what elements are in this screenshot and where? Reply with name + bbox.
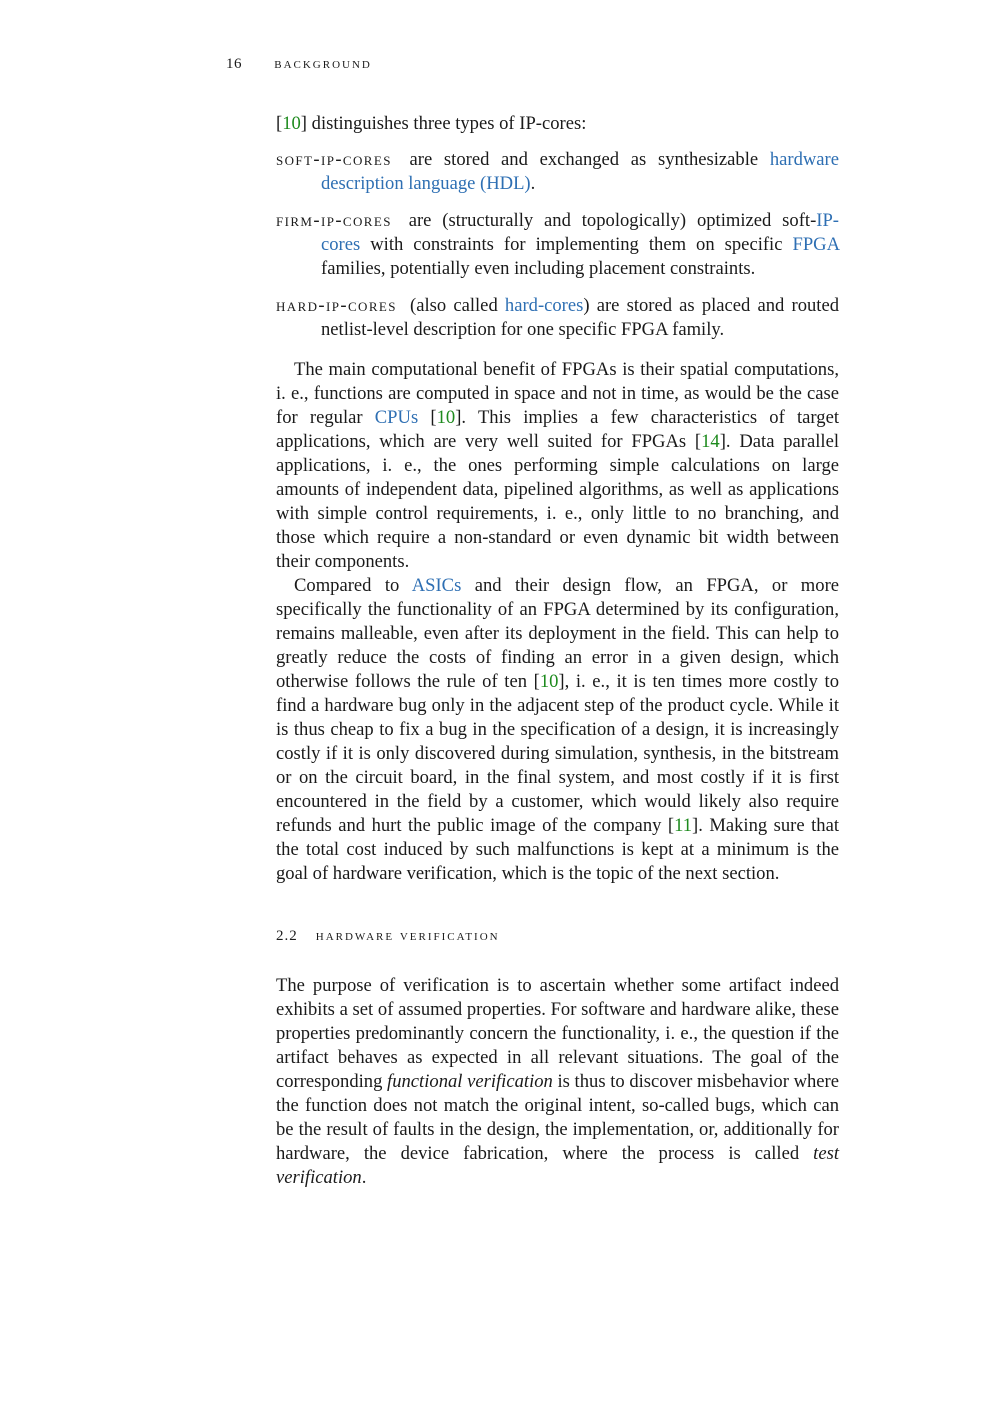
paragraph-text: ]. This implies a few characteristics of target applications, which are very well suited for FPGAs [ bbox=[276, 407, 839, 452]
link-asics[interactable]: ASICs bbox=[411, 575, 462, 596]
paragraph-text: ]. Data parallel applications, i. e., the ones performing simple calculations on large amounts of independent data, pipelined algorithms, as well as applications with simple control requirements, i. e., only little to no branching, and those which require a non-standard or even dynamic bit width between their components. bbox=[276, 431, 839, 572]
emphasis-functional-verification: functional verification bbox=[387, 1071, 553, 1092]
paragraph-text: . bbox=[361, 1167, 367, 1188]
citation-10[interactable]: 10 bbox=[539, 671, 559, 692]
link-hdl[interactable]: hardware description language (HDL) bbox=[321, 149, 839, 194]
definition-hard-ip-cores bbox=[276, 294, 839, 342]
definition-text: (also called bbox=[402, 295, 505, 316]
paragraph-text: ], i. e., it is ten times more costly to find a hardware bug only in the adjacent step of the product cycle. While it is thus cheap to fix a bug in the specification of a design, it is increasingly costly if it is only discovered during simulation, synthesis, in the bitstream or on the circuit board, in the final system, and most costly if it is first encountered in the field by a customer, which would likely also require refunds and hurt the public image of the company [ bbox=[276, 671, 839, 836]
definition-text: are (structurally and topologically) optimized soft- bbox=[397, 210, 817, 231]
term-soft-ip-cores: soft-ip-cores bbox=[276, 149, 392, 170]
citation-14[interactable]: 14 bbox=[701, 431, 720, 452]
paragraph-text: The purpose of verification is to ascertain whether some artifact indeed exhibits a set of assumed properties. For software and hardware alike, these properties predominantly concern the functionality, i. e., the question if the artifact behaves as expected in all relevant situations. The goal of the corresponding bbox=[276, 975, 839, 1092]
intro-paragraph bbox=[276, 112, 839, 136]
paragraph-text: Compared to bbox=[294, 575, 412, 596]
term-firm-ip-cores: firm-ip-cores bbox=[276, 210, 392, 231]
paragraph-verification-purpose bbox=[276, 974, 839, 1190]
definition-text: families, potentially even including placement constraints. bbox=[321, 258, 756, 279]
chapter-title: background bbox=[274, 56, 372, 72]
link-ip-cores[interactable]: IP-cores bbox=[321, 210, 839, 255]
term-hard-ip-cores: hard-ip-cores bbox=[276, 295, 397, 316]
definition-text: with constraints for implementing them on specific bbox=[360, 234, 793, 255]
paragraph-text: and their design flow, an FPGA, or more specifically the functionality of an FPGA determined by its configuration, remains malleable, even after its deployment in the field. This can help to greatly reduce the costs of finding an error in a given design, which otherwise follows the rule of ten [ bbox=[276, 575, 840, 692]
citation-11[interactable]: 11 bbox=[674, 815, 692, 836]
definition-soft-ip-cores bbox=[276, 148, 839, 196]
citation-10[interactable]: 10 bbox=[282, 113, 301, 134]
paragraph-text: is thus to discover misbehavior where the function does not match the original intent, so-called bugs, which can be the result of faults in the design, the implementation, or, additionally for hardware, the device fabrication, where the process is called bbox=[276, 1071, 839, 1164]
definition-text: . bbox=[530, 173, 536, 194]
intro-text: distinguishes three types of IP-cores: bbox=[307, 113, 587, 134]
definition-text: are stored and exchanged as synthesizable bbox=[397, 149, 770, 170]
link-cpus[interactable]: CPUs bbox=[374, 407, 419, 428]
link-fpga[interactable]: FPGA bbox=[792, 234, 839, 255]
page-number: 16 bbox=[226, 56, 242, 72]
paragraph-asics-comparison bbox=[276, 574, 839, 886]
definition-text: ) are stored as placed and routed netlist-level description for one specific FPGA family. bbox=[321, 295, 840, 340]
link-hard-cores[interactable]: hard-cores bbox=[504, 295, 584, 316]
definition-firm-ip-cores bbox=[276, 209, 839, 281]
emphasis-test-verification: test verification bbox=[276, 1143, 839, 1188]
paragraph-spatial-computation bbox=[276, 358, 839, 574]
paragraph-text: The main computational benefit of FPGAs is their spatial computations, i. e., functions are computed in space and not in time, as would be the case for regular bbox=[276, 359, 839, 428]
paragraph-text: [ bbox=[418, 407, 437, 428]
paragraph-text: ]. Making sure that the total cost induced by such malfunctions is kept at a minimum is the goal of hardware verification, which is the topic of the next section. bbox=[276, 815, 839, 884]
section-heading bbox=[276, 924, 839, 948]
section-number: 2.2 bbox=[276, 928, 298, 944]
running-header bbox=[226, 56, 372, 73]
bracket: ] bbox=[300, 113, 307, 134]
citation-10[interactable]: 10 bbox=[436, 407, 456, 428]
bracket: [ bbox=[276, 113, 283, 134]
main-text bbox=[276, 112, 839, 1190]
section-title: hardware verification bbox=[315, 928, 500, 944]
